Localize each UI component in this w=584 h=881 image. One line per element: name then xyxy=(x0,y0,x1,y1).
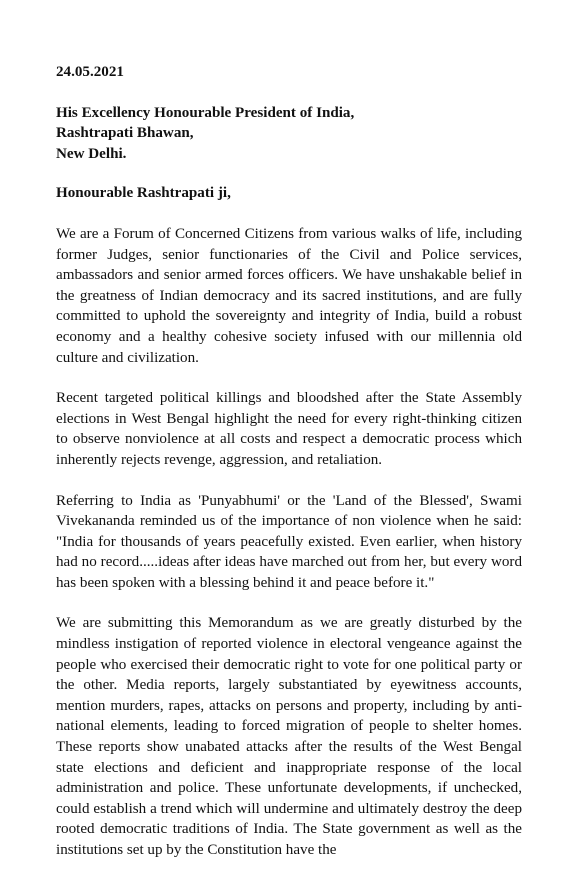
letter-date: 24.05.2021 xyxy=(56,64,124,80)
paragraph-forum-introduction: We are a Forum of Concerned Citizens from various walks of life, including former Judges, senior functionaries of the Civil and Police services, ambassadors and senior armed forces officers. We have unshakable belief in the greatness of Indian democracy and its sacred institutions, and are fully committed to uphold the sovereignty and integrity of India, build a robust economy and a healthy cohesive society infused with our millennia old culture and civilization. xyxy=(56,225,522,366)
letter-page xyxy=(56,62,522,881)
addressee-line-city: New Delhi. xyxy=(56,145,127,162)
addressee-line-office: Rashtrapati Bhawan, xyxy=(56,125,194,142)
paragraph-vivekananda-quote: Referring to India as 'Punyabhumi' or the 'Land of the Blessed', Swami Vivekananda reminded us of the importance of non violence when he said: "India for thousands of years peacefully existed. Even earlier, when history had no record.....ideas after ideas have marched out from her, but every word has been spoken with a blessing behind it and peace before it." xyxy=(56,492,522,591)
paragraph-political-killings: Recent targeted political killings and bloodshed after the State Assembly elections in West Bengal highlight the need for every right-thinking citizen to observe nonviolence at all costs and respect a democratic process which inherently rejects revenge, aggression, and retaliation. xyxy=(56,390,522,468)
addressee-line-title: His Excellency Honourable President of India, xyxy=(56,104,355,121)
addressee-block xyxy=(56,103,522,165)
salutation: Honourable Rashtrapati ji, xyxy=(56,185,231,202)
paragraph-memorandum-purpose: We are submitting this Memorandum as we are greatly disturbed by the mindless instigation of reported violence in electoral vengeance against the people who exercised their democratic right to vote for one political party or the other. Media reports, largely substantiated by eyewitness accounts, mention murders, rapes, attacks on persons and property, including by anti-national elements, leading to forced migration of people to shelter homes. These reports show unabated attacks after the results of the West Bengal state elections and deficient and inappropriate response of the local administration and police. These unfortunate developments, if unchecked, could establish a trend which will undermine and ultimately destroy the deep rooted democratic traditions of India. The State government as well as the institutions set up by the Constitution have the xyxy=(56,615,522,858)
